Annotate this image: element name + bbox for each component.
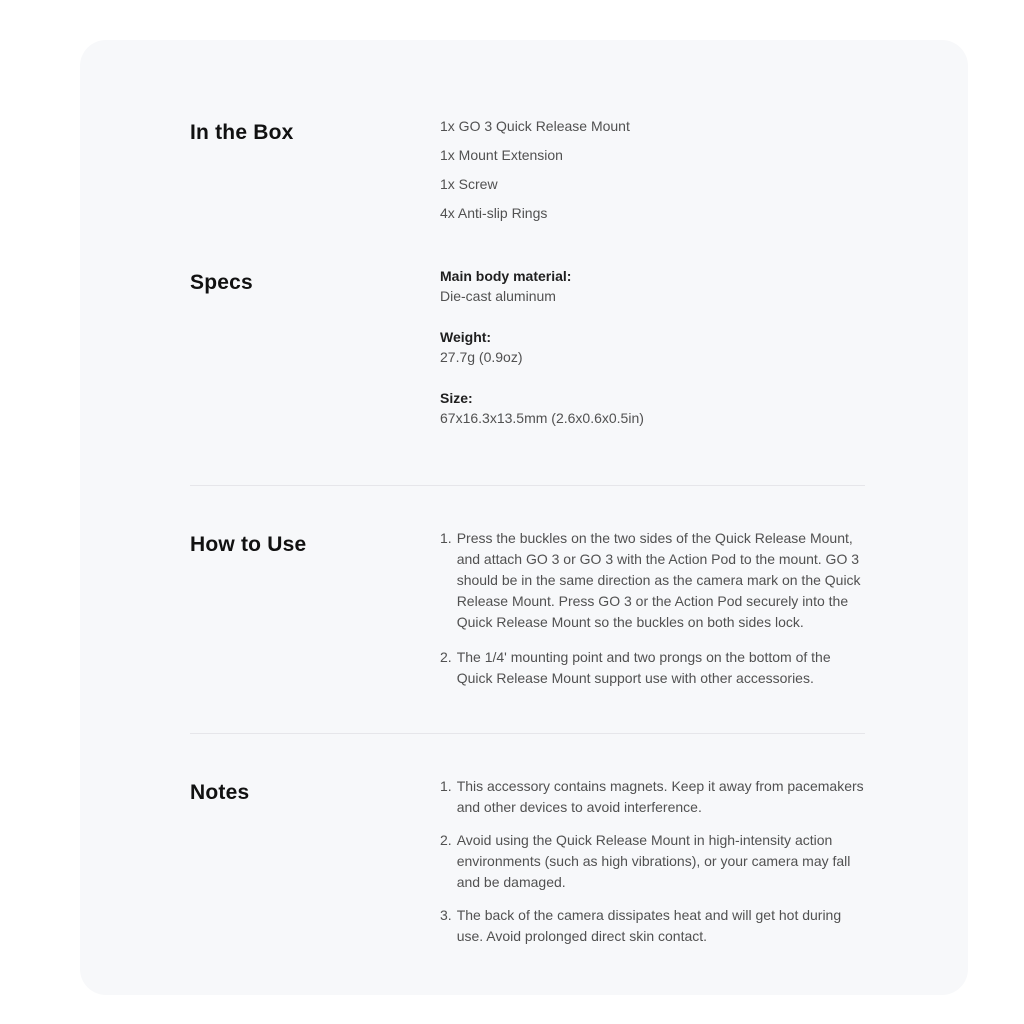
step-number: 2. xyxy=(440,649,452,665)
spec-group xyxy=(440,266,865,306)
section-heading-column xyxy=(190,528,440,558)
product-info-card xyxy=(80,40,968,995)
in-the-box-list xyxy=(440,116,865,232)
step-text: Press the buckles on the two sides of the Quick Release Mount, and attach GO 3 or GO 3 with the Action Pod to the mount. GO 3 should be in the same direction as the camera mark on the Quick Release Mount. Press GO 3 or the Action Pod securely into the Quick Release Mount so the buckles on both sides lock. xyxy=(456,530,861,630)
how-to-use-list xyxy=(440,528,865,703)
notes-list xyxy=(440,776,865,959)
specs-heading: Specs xyxy=(190,271,253,294)
section-divider xyxy=(190,485,865,486)
spec-label: Weight: xyxy=(440,329,492,345)
section-heading-column xyxy=(190,266,440,296)
how-to-use-steps xyxy=(440,528,865,689)
spec-group xyxy=(440,388,865,428)
spec-label: Size: xyxy=(440,390,473,406)
note-number: 3. xyxy=(440,907,452,923)
specs-list xyxy=(440,266,865,449)
list-item xyxy=(440,905,865,947)
note-number: 2. xyxy=(440,832,452,848)
box-item: 4x Anti-slip Rings xyxy=(440,205,548,221)
spec-label: Main body material: xyxy=(440,268,572,284)
list-item xyxy=(440,776,865,818)
section-specs xyxy=(190,266,865,449)
note-text: Avoid using the Quick Release Mount in high-intensity action environments (such as high vibrations), or your camera may fall and be damaged. xyxy=(456,832,851,890)
note-number: 1. xyxy=(440,778,452,794)
list-item xyxy=(440,647,865,689)
section-notes xyxy=(190,776,865,959)
step-number: 1. xyxy=(440,530,452,546)
spec-value: 67x16.3x13.5mm (2.6x0.6x0.5in) xyxy=(440,410,644,426)
box-item: 1x Mount Extension xyxy=(440,147,563,163)
section-how-to-use xyxy=(190,528,865,703)
section-in-the-box xyxy=(190,116,865,232)
section-heading-column xyxy=(190,776,440,806)
spec-group xyxy=(440,327,865,367)
spec-value: Die-cast aluminum xyxy=(440,288,556,304)
list-item xyxy=(440,830,865,893)
box-item: 1x GO 3 Quick Release Mount xyxy=(440,118,630,134)
how-to-use-heading: How to Use xyxy=(190,533,307,556)
notes-steps xyxy=(440,776,865,947)
section-divider xyxy=(190,733,865,734)
step-text: The 1/4' mounting point and two prongs on the bottom of the Quick Release Mount support use with other accessories. xyxy=(456,649,831,686)
note-text: The back of the camera dissipates heat and will get hot during use. Avoid prolonged direct skin contact. xyxy=(456,907,842,944)
list-item xyxy=(440,528,865,633)
note-text: This accessory contains magnets. Keep it away from pacemakers and other devices to avoid interference. xyxy=(456,778,864,815)
in-the-box-heading: In the Box xyxy=(190,121,294,144)
notes-heading: Notes xyxy=(190,781,250,804)
section-heading-column xyxy=(190,116,440,146)
spec-value: 27.7g (0.9oz) xyxy=(440,349,523,365)
box-item: 1x Screw xyxy=(440,176,498,192)
